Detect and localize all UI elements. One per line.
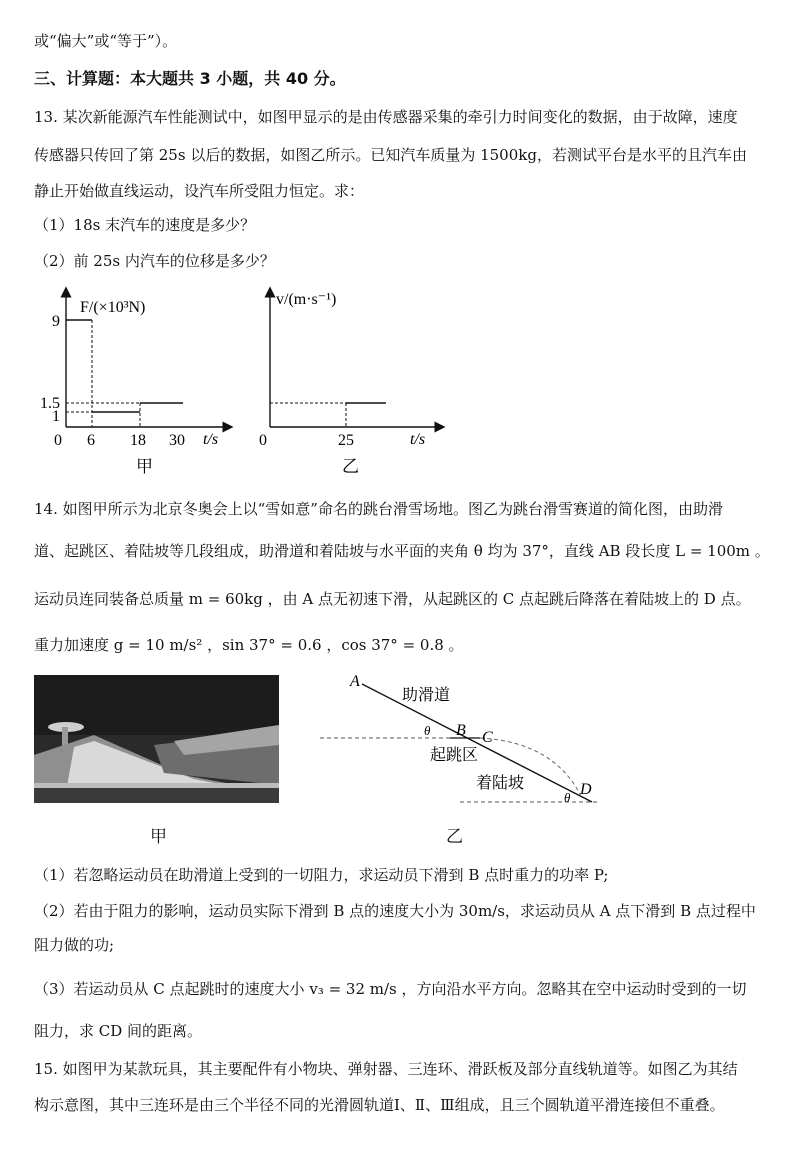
time-axis-label: t/s [203,431,219,448]
q13-sub-2: （2）前 25s 内汽车的位移是多少？ [34,252,275,270]
ski-track-diagram [310,670,610,810]
tick-0: 0 [54,432,62,449]
q14-sub-2a: （2）若由于阻力的影响，运动员实际下滑到 B 点的速度大小为 30m/s，求运动员从 A 点下滑到 B 点过程中 [34,902,756,920]
q15-text-2: 构示意图，其中三连环是由三个半径不同的光滑圆轨道Ⅰ、Ⅱ、Ⅲ组成，且三个圆轨道平滑连接但不重叠。 [34,1096,725,1114]
q14-text-2: 道、起跳区、着陆坡等几段组成，助滑道和着陆坡与水平面的夹角 θ 均为 37°，直线 AB 段长度 L = 100m 。 [34,542,770,560]
figure-caption-yi: 乙 [342,457,359,476]
q14-sub-2b: 阻力做的功; [34,936,115,954]
section-heading: 三、计算题：本大题共 3 小题，共 40 分。 [34,69,346,88]
q15-text-1: 15. 如图甲为某款玩具，其主要配件有小物块、弹射器、三连环、滑跃板及部分直线轨道等。如图乙为其结 [34,1060,738,1078]
q13-text-3: 静止开始做直线运动，设汽车所受阻力恒定。求： [34,182,365,200]
q13-sub-1: （1）18s 末汽车的速度是多少？ [34,216,256,234]
zhuoluopo-label: 着陆坡 [476,775,525,792]
point-a-label: A [350,673,360,690]
point-d-label: D [580,781,592,798]
tick-1: 1 [52,408,60,425]
velocity-time-graph [250,282,450,477]
tick-25: 25 [338,432,354,449]
qitiaoqu-label: 起跳区 [430,747,479,764]
q14-text-3: 运动员连同装备总质量 m = 60kg ，由 A 点无初速下滑，从起跳区的 C 点起跳后降落在着陆坡上的 D 点。 [34,590,751,608]
tick-9: 9 [52,313,60,330]
prev-question-tail: 或“偏大”或“等于”）。 [34,32,178,50]
q14-text-1: 14. 如图甲所示为北京冬奥会上以“雪如意”命名的跳台滑雪场地。图乙为跳台滑雪赛道的简化图，由助滑 [34,500,723,518]
tick-30: 30 [169,432,185,449]
theta-1-label: θ [424,723,431,738]
zhuhuadao-label: 助滑道 [402,687,451,704]
q14-text-4: 重力加速度 g = 10 m/s² ，sin 37° = 0.6 ，cos 37° = 0.8 。 [34,636,464,654]
velocity-axis-label: v/(m·s⁻¹) [276,291,337,308]
point-b-label: B [456,722,466,739]
figure-caption-jia: 甲 [136,457,153,476]
point-c-label: C [482,729,493,746]
tick-0-v: 0 [259,432,267,449]
q13-text-2: 传感器只传回了第 25s 以后的数据，如图乙所示。已知汽车质量为 1500kg，若测试平台是水平的且汽车由 [34,146,747,164]
tick-18: 18 [130,432,146,449]
diagram-caption-yi: 乙 [446,827,463,847]
theta-2-label: θ [564,790,571,805]
photo-caption-jia: 甲 [150,827,167,847]
tick-6: 6 [87,432,95,449]
force-axis-label: F/(×10³N) [80,299,146,316]
q14-sub-3b: 阻力，求 CD 间的距离。 [34,1022,203,1040]
q13-text-1: 13. 某次新能源汽车性能测试中，如图甲显示的是由传感器采集的牵引力时间变化的数据，由于故障，速度 [34,108,738,126]
q14-sub-1: （1）若忽略运动员在助滑道上受到的一切阻力，求运动员下滑到 B 点时重力的功率 P; [34,866,609,884]
force-time-graph [28,282,238,477]
time-axis-label-v: t/s [410,431,426,448]
q14-sub-3a: （3）若运动员从 C 点起跳时的速度大小 v₃ = 32 m/s ，方向沿水平方向。忽略其在空中运动时受到的一切 [34,980,747,998]
tick-1-5: 1.5 [40,395,60,412]
ski-jump-photo [34,675,279,803]
